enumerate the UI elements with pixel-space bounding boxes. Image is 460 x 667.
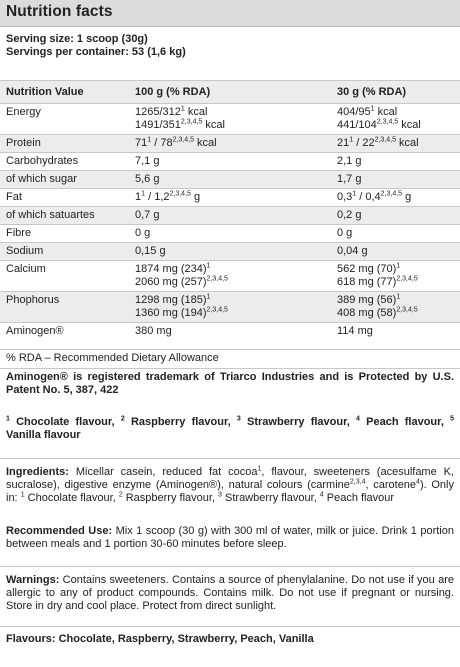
footnote-marker: 1 <box>141 190 146 198</box>
value-30g <box>331 189 460 207</box>
ingredients-text: Strawberry flavour, <box>221 492 320 504</box>
page-title: Nutrition facts <box>6 3 113 20</box>
footnote-marker: 2,3,4,5 <box>172 136 194 144</box>
ingredients-text: ). Only in: <box>6 479 454 504</box>
ingredients-text: Micellar casein, reduced fat cocoa <box>68 466 258 478</box>
flavour-key-text: Peach flavour, <box>359 416 451 428</box>
value-30g: 0,2 g <box>331 207 460 225</box>
serving-size: Serving size: 1 scoop (30g) <box>6 33 148 45</box>
value-text: / 22 <box>353 137 375 149</box>
footnote-marker: 3 <box>236 415 241 423</box>
value-text: 1360 mg (194) <box>135 307 207 319</box>
value-text: 2060 mg (257) <box>135 276 207 288</box>
flavour-key-text: Chocolate flavour, <box>9 416 121 428</box>
value-30g: 0 g <box>331 225 460 243</box>
value-unit: kcal <box>202 119 225 131</box>
value-text: / 1,2 <box>145 191 170 203</box>
flavour-footnote-key <box>6 416 454 442</box>
table-row <box>0 292 460 323</box>
nutrient-name: Sodium <box>0 243 129 261</box>
nutrient-name: of which sugar <box>0 171 129 189</box>
footnote-marker: 2,3,4,5 <box>380 190 403 198</box>
value-100g: 5,6 g <box>129 171 331 189</box>
footnote-marker: 2,3,4 <box>349 478 366 486</box>
value-30g <box>331 104 460 135</box>
value-30g: 0,04 g <box>331 243 460 261</box>
value-text: 71 <box>135 137 148 149</box>
value-30g <box>331 261 460 292</box>
value-unit: kcal <box>395 137 419 149</box>
ingredients-text: Chocolate flavour, <box>24 492 119 504</box>
footnote-marker: 1 <box>6 415 10 423</box>
value-100g <box>129 135 331 153</box>
footnote-marker: 2 <box>118 491 123 499</box>
value-30g: 114 mg <box>331 323 460 341</box>
footnote-marker: 1 <box>349 136 354 144</box>
footnote-marker: 1 <box>20 491 25 499</box>
divider <box>0 626 460 627</box>
footnote-marker: 5 <box>450 415 454 423</box>
value-text: 404/95 <box>337 106 371 118</box>
table-row <box>0 261 460 292</box>
rda-note: % RDA – Recommended Dietary Allowance <box>6 352 219 364</box>
column-header: 100 g (% RDA) <box>129 81 331 104</box>
value-text: / 78 <box>151 137 173 149</box>
footnote-marker: 4 <box>319 491 324 499</box>
servings-per-container: Servings per container: 53 (1,6 kg) <box>6 46 186 58</box>
table-header-row <box>0 81 460 104</box>
warnings-section <box>6 574 454 613</box>
footnote-marker: 2,3,4,5 <box>396 275 418 283</box>
footnote-marker: 2 <box>120 415 125 423</box>
value-text: 0,3 <box>337 191 353 203</box>
footnote-marker: 1 <box>257 465 262 473</box>
footnote-marker: 1 <box>396 262 401 270</box>
nutrient-name: Fibre <box>0 225 129 243</box>
column-header: 30 g (% RDA) <box>331 81 460 104</box>
table-row <box>0 171 460 189</box>
value-30g <box>331 135 460 153</box>
value-unit: kcal <box>374 106 398 118</box>
nutrient-name: Phophorus <box>0 292 129 323</box>
value-100g: 0,7 g <box>129 207 331 225</box>
value-unit: kcal <box>184 106 208 118</box>
value-unit: kcal <box>193 137 217 149</box>
ingredients-text: Peach flavour <box>323 492 395 504</box>
warnings-text: Contains sweeteners. Contains a source of phenylalanine. Do not use if you are allergic to any of product compounds. Contains milk. Do not use if pregnant or nursing. Store in dry and cool place. Protect from direct sunlight. <box>6 574 454 612</box>
value-unit: kcal <box>398 119 421 131</box>
footnote-marker: 4 <box>356 415 360 423</box>
value-text: 1491/351 <box>135 119 181 131</box>
footnote-marker: 2,3,4,5 <box>206 275 228 283</box>
recommended-use-section <box>6 525 454 551</box>
value-text: 1265/312 <box>135 106 181 118</box>
value-100g <box>129 261 331 292</box>
footnote-marker: 1 <box>206 262 211 270</box>
footnote-marker: 1 <box>370 105 375 113</box>
footnote-marker: 2,3,4,5 <box>180 118 203 126</box>
divider <box>0 368 460 369</box>
trademark-notice: Aminogen® is registered trademark of Triarco Industries and is Protected by U.S. Patent No. 5, 387, 422 <box>6 371 454 396</box>
table-row <box>0 243 460 261</box>
footnote-marker: 2,3,4,5 <box>169 190 191 198</box>
recommended-use-label: Recommended Use: <box>6 525 113 537</box>
value-text: 389 mg (56) <box>337 294 397 306</box>
value-100g: 0 g <box>129 225 331 243</box>
footnote-marker: 4 <box>416 478 420 486</box>
value-100g: 0,15 g <box>129 243 331 261</box>
table-row <box>0 153 460 171</box>
ingredients-label: Ingredients: <box>6 466 69 478</box>
value-30g <box>331 292 460 323</box>
nutrient-name: of which satuartes <box>0 207 129 225</box>
footnote-marker: 3 <box>218 491 222 499</box>
nutrient-name: Fat <box>0 189 129 207</box>
nutrient-name: Carbohydrates <box>0 153 129 171</box>
warnings-label: Warnings: <box>6 574 60 586</box>
value-100g: 7,1 g <box>129 153 331 171</box>
column-header: Nutrition Value <box>0 81 129 104</box>
nutrition-table <box>0 80 460 340</box>
value-30g: 2,1 g <box>331 153 460 171</box>
divider <box>0 349 460 350</box>
flavour-key-text: Strawberry flavour, <box>240 416 357 428</box>
value-text: 1 <box>135 191 142 203</box>
value-text: 441/104 <box>337 119 377 131</box>
footnote-marker: 2,3,4,5 <box>374 136 396 144</box>
footnote-marker: 2,3,4,5 <box>396 306 418 314</box>
value-unit: g <box>402 191 412 203</box>
ingredients-text: , carotene <box>365 479 417 491</box>
divider <box>0 458 460 459</box>
footnote-marker: 1 <box>206 293 211 301</box>
table-row <box>0 225 460 243</box>
value-text: / 0,4 <box>356 191 381 203</box>
table-row <box>0 135 460 153</box>
value-unit: g <box>190 191 201 203</box>
table-row <box>0 207 460 225</box>
value-100g <box>129 292 331 323</box>
value-100g <box>129 104 331 135</box>
table-row <box>0 323 460 341</box>
footnote-marker: 1 <box>396 293 401 301</box>
divider <box>0 566 460 567</box>
ingredients-section <box>6 466 454 505</box>
table-row <box>0 104 460 135</box>
nutrient-name: Protein <box>0 135 129 153</box>
value-text: 1874 mg (234) <box>135 263 207 275</box>
serving-info <box>6 33 186 59</box>
flavours-list: Flavours: Chocolate, Raspberry, Strawberry, Peach, Vanilla <box>6 633 314 645</box>
flavour-key-text: Vanilla flavour <box>6 429 81 441</box>
footnote-marker: 1 <box>352 190 357 198</box>
footnote-marker: 1 <box>147 136 152 144</box>
value-text: 21 <box>337 137 350 149</box>
footnote-marker: 2,3,4,5 <box>206 306 228 314</box>
value-text: 1298 mg (185) <box>135 294 207 306</box>
value-30g: 1,7 g <box>331 171 460 189</box>
ingredients-text: , flavour, sweeteners (acesulfame K, sucralose), digestive enzyme (Aminogen®), natural colours (carmine <box>6 466 454 491</box>
nutrient-name: Aminogen® <box>0 323 129 341</box>
value-100g: 380 mg <box>129 323 331 341</box>
nutrient-name: Calcium <box>0 261 129 292</box>
nutrient-name: Energy <box>0 104 129 135</box>
recommended-use-text: Mix 1 scoop (30 g) with 300 ml of water, milk or juice. Drink 1 portion between meals and 1 portion 30-60 minutes before sleep. <box>6 525 454 550</box>
value-100g <box>129 189 331 207</box>
flavour-key-text: Raspberry flavour, <box>124 416 237 428</box>
footnote-marker: 2,3,4,5 <box>376 118 399 126</box>
header-bar <box>0 0 460 27</box>
value-text: 618 mg (77) <box>337 276 397 288</box>
footnote-marker: 1 <box>180 105 185 113</box>
table-row <box>0 189 460 207</box>
value-text: 562 mg (70) <box>337 263 397 275</box>
value-text: 408 mg (58) <box>337 307 397 319</box>
ingredients-text: Raspberry flavour, <box>122 492 219 504</box>
